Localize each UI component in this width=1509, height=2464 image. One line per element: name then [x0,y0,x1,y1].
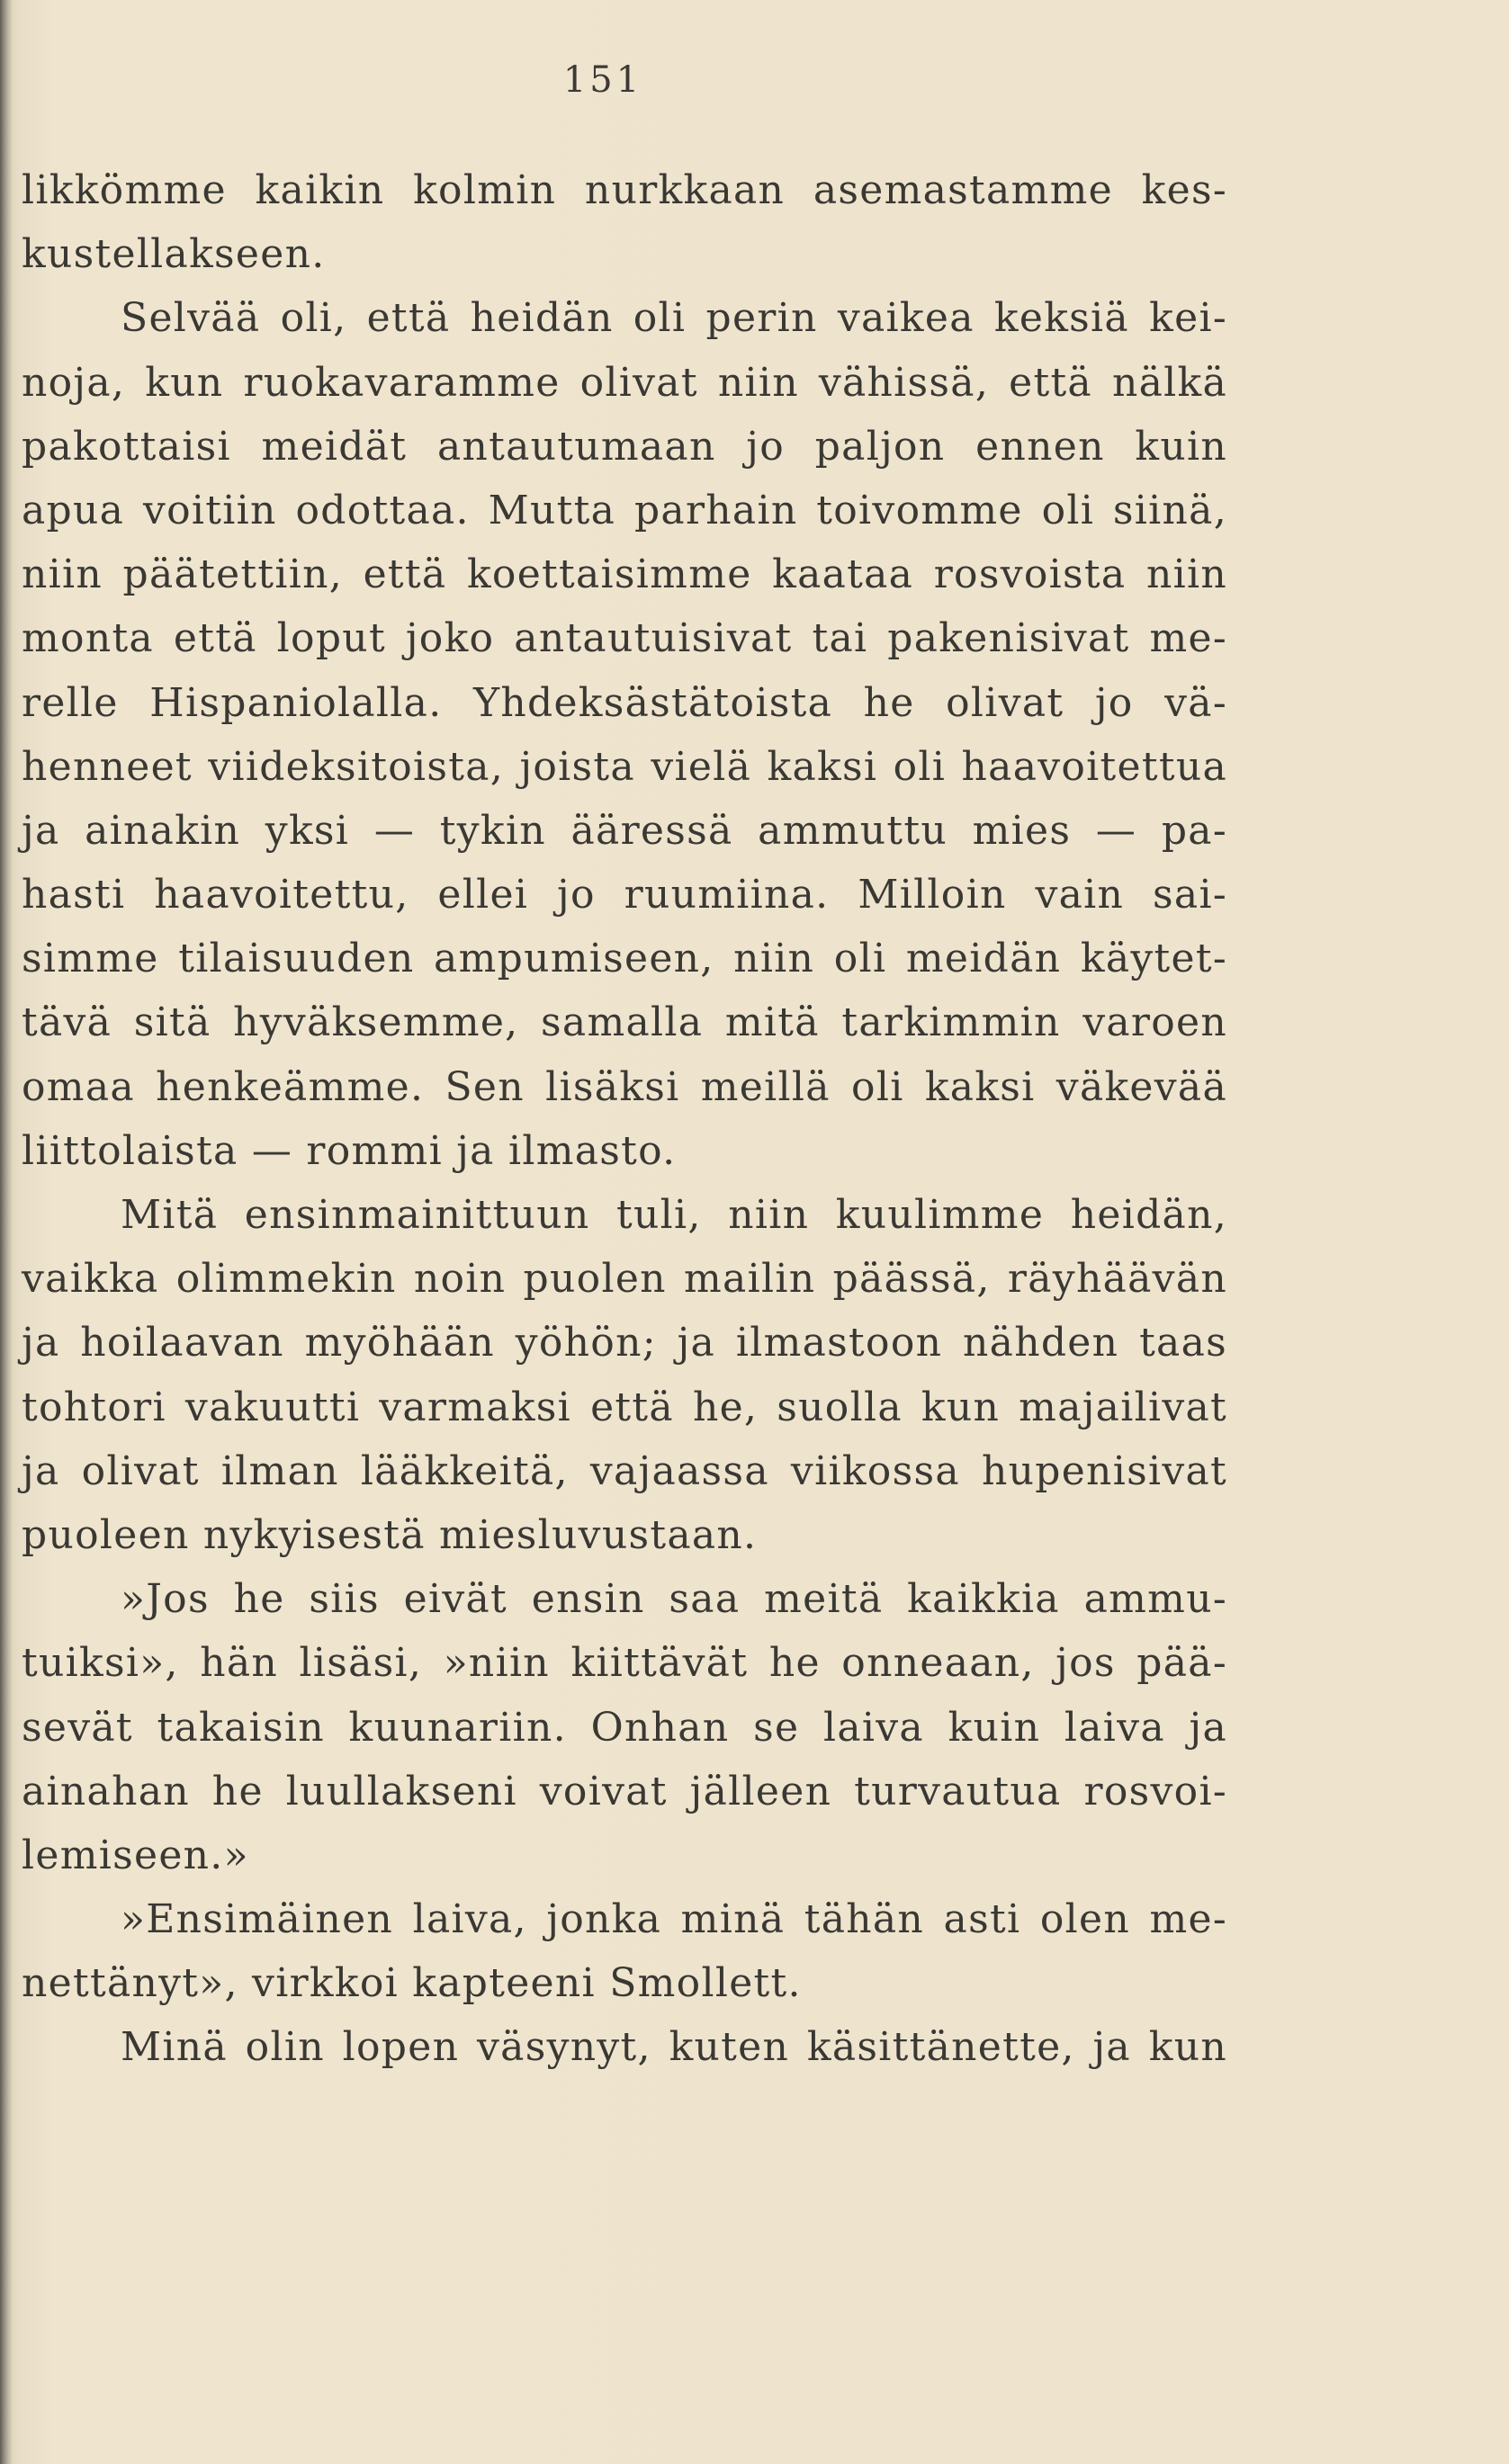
text-line: Minä olin lopen väsynyt, kuten käsittänette, ja kun [121,2024,1227,2071]
text-line: kustellakseen. [22,231,326,278]
page-number: 151 [562,59,643,101]
binding-edge [0,0,13,2464]
text-line: ja hoilaavan myöhään yöhön; ja ilmastoon nähden taas [22,1320,1227,1366]
text-line: ja ainakin yksi — tykin ääressä ammuttu mies — pa- [22,807,1227,854]
text-line: relle Hispaniolalla. Yhdeksästätoista he olivat jo vä- [22,679,1227,726]
text-line: puoleen nykyisestä miesluvustaan. [22,1511,758,1558]
text-line: omaa henkeämme. Sen lisäksi meillä oli kaksi väkevää [22,1063,1227,1110]
text-line: vaikka olimmekin noin puolen mailin päässä, räyhäävän [22,1256,1227,1303]
text-line: tohtori vakuutti varmaksi että he, suolla kun majailivat [22,1384,1227,1430]
text-line: apua voitiin odottaa. Mutta parhain toivomme oli siinä, [22,487,1227,533]
text-line: ja olivat ilman lääkkeitä, vajaassa viikossa hupenisivat [22,1447,1227,1494]
text-line: hasti haavoitettu, ellei jo ruumiina. Milloin vain sai- [22,872,1227,918]
text-line: Mitä ensinmainittuun tuli, niin kuulimme heidän, [121,1192,1227,1238]
text-line: tuiksi», hän lisäsi, »niin kiittävät he onneaan, jos pää- [22,1640,1227,1687]
text-line: lemiseen.» [22,1832,249,1878]
text-line: liittolaista — rommi ja ilmasto. [22,1127,677,1174]
text-line: sevät takaisin kuunariin. Onhan se laiva kuin laiva ja [22,1704,1227,1751]
text-line: monta että loput joko antautuisivat tai pakenisivat me- [22,615,1227,662]
text-line: pakottaisi meidät antautumaan jo paljon ennen kuin [22,423,1227,470]
text-line: nettänyt», virkkoi kapteeni Smollett. [22,1960,802,2007]
text-line: simme tilaisuuden ampumiseen, niin oli meidän käytet- [22,936,1227,982]
text-line: likkömme kaikin kolmin nurkkaan asemastamme kes- [22,167,1227,213]
text-line: »Jos he siis eivät ensin saa meitä kaikkia ammu- [121,1576,1227,1623]
text-line: noja, kun ruokavaramme olivat niin vähissä, että nälkä [22,359,1227,406]
text-line: Selvää oli, että heidän oli perin vaikea keksiä kei- [121,295,1227,342]
text-line: »Ensimäinen laiva, jonka minä tähän asti olen me- [121,1896,1227,1943]
text-line: henneet viideksitoista, joista vielä kaksi oli haavoitettua [22,743,1227,790]
body-text [22,158,1227,2080]
text-line: ainahan he luullakseni voivat jälleen turvautua rosvoi- [22,1768,1227,1814]
text-line: niin päätettiin, että koettaisimme kaataa rosvoista niin [22,551,1227,598]
text-line: tävä sitä hyväksemme, samalla mitä tarkimmin varoen [22,999,1227,1046]
